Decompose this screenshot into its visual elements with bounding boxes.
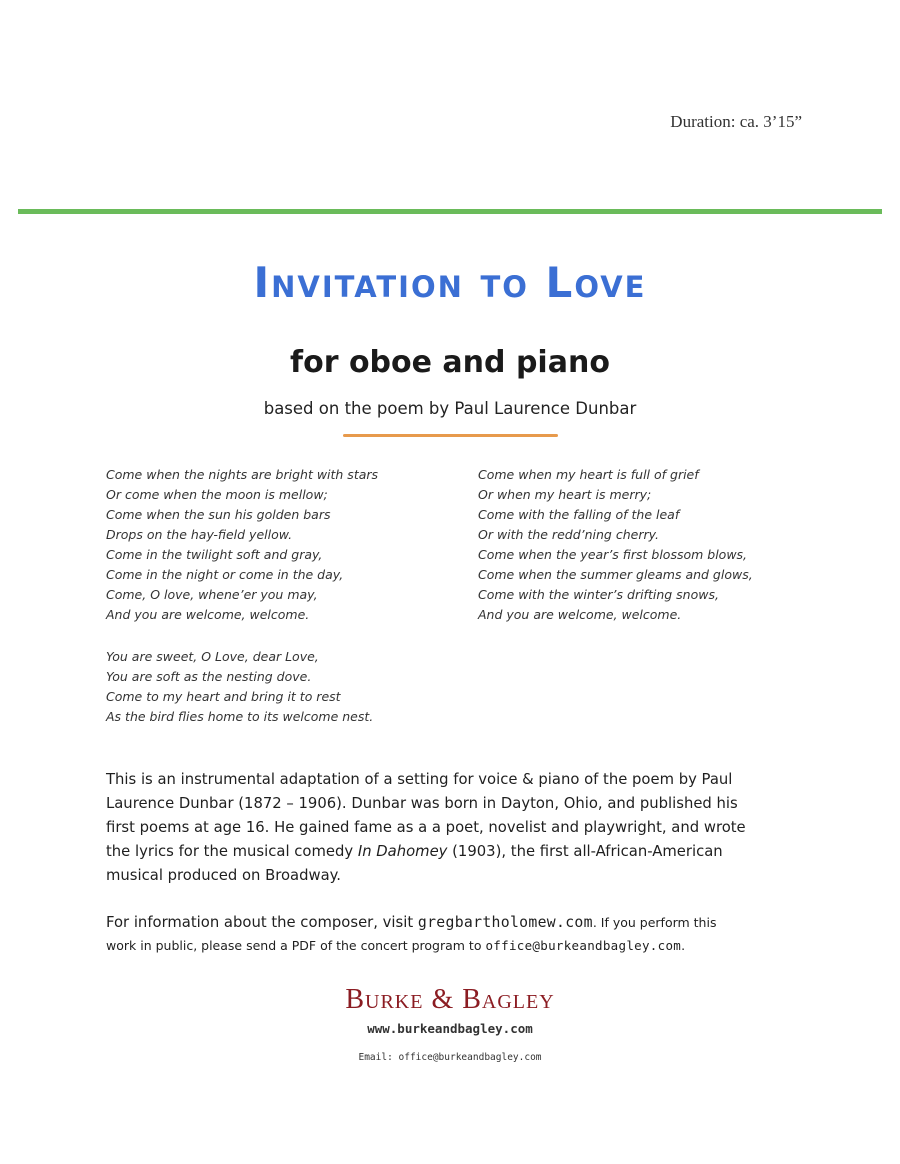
info-paragraph <box>106 912 806 958</box>
info-text: . If you perform this <box>592 915 717 930</box>
poem-line: Come when my heart is full of grief <box>478 467 699 482</box>
office-email-link[interactable]: office@burkeandbagley.com <box>485 938 682 953</box>
poem-line: Come to my heart and bring it to rest <box>106 689 341 704</box>
poem-line: Come when the nights are bright with stars <box>106 467 379 482</box>
duration-label: Duration: ca. 3’15” <box>670 112 802 131</box>
poem-stanza-2 <box>478 465 753 625</box>
poem-stanza-1 <box>106 465 378 625</box>
about-line: Laurence Dunbar (1872 – 1906). Dunbar was born in Dayton, Ohio, and published his <box>106 795 738 812</box>
poem-line: You are sweet, O Love, dear Love, <box>106 649 319 664</box>
poem-line: Come when the year’s first blossom blows, <box>478 547 748 562</box>
publisher-email: Email: office@burkeandbagley.com <box>358 1052 542 1063</box>
about-line <box>106 840 806 864</box>
composer-site-link[interactable]: gregbartholomew.com <box>417 914 593 931</box>
accent-divider <box>343 434 558 437</box>
about-text: the lyrics for the musical comedy <box>106 843 358 860</box>
poem-line: As the bird flies home to its welcome nest. <box>106 709 374 724</box>
poem-line: Come in the night or come in the day, <box>106 567 344 582</box>
page-title: Invitation to Love <box>253 258 647 307</box>
poem-line: And you are welcome, welcome. <box>106 607 310 622</box>
info-line <box>106 912 806 934</box>
poem-line: Come in the twilight soft and gray, <box>106 547 323 562</box>
about-line: musical produced on Broadway. <box>106 867 342 884</box>
poem-line: Come with the winter’s drifting snows, <box>478 587 719 602</box>
publisher-logo: Burke & Bagley <box>345 984 555 1015</box>
info-text: . <box>681 938 686 953</box>
info-line <box>106 934 806 958</box>
instrumentation-subtitle: for oboe and piano <box>290 345 610 380</box>
info-text: work in public, please send a PDF of the concert program to <box>106 938 486 953</box>
poem-stanza-3 <box>106 647 373 727</box>
poem-line: And you are welcome, welcome. <box>478 607 682 622</box>
about-line: This is an instrumental adaptation of a setting for voice & piano of the poem by Paul <box>106 771 733 788</box>
poem-attribution: based on the poem by Paul Laurence Dunbar <box>263 399 637 418</box>
poem-line: Come with the falling of the leaf <box>478 507 680 522</box>
poem-line: You are soft as the nesting dove. <box>106 669 312 684</box>
top-divider <box>18 209 882 214</box>
poem-line: Or when my heart is merry; <box>478 487 652 502</box>
musical-title: In Dahomey <box>357 843 448 860</box>
poem-line: Come when the summer gleams and glows, <box>478 567 753 582</box>
about-paragraph <box>106 768 806 888</box>
poem-line: Come when the sun his golden bars <box>106 507 331 522</box>
info-text: For information about the composer, visit <box>106 914 418 931</box>
poem-line: Come, O love, whene’er you may, <box>106 587 318 602</box>
publisher-website-link[interactable]: www.burkeandbagley.com <box>367 1021 533 1036</box>
about-line: first poems at age 16. He gained fame as a a poet, novelist and playwright, and wrote <box>106 819 746 836</box>
about-text: (1903), the first all-African-American <box>447 843 723 860</box>
poem-line: Or with the redd’ning cherry. <box>478 527 659 542</box>
poem-line: Drops on the hay-field yellow. <box>106 527 293 542</box>
poem-line: Or come when the moon is mellow; <box>106 487 328 502</box>
